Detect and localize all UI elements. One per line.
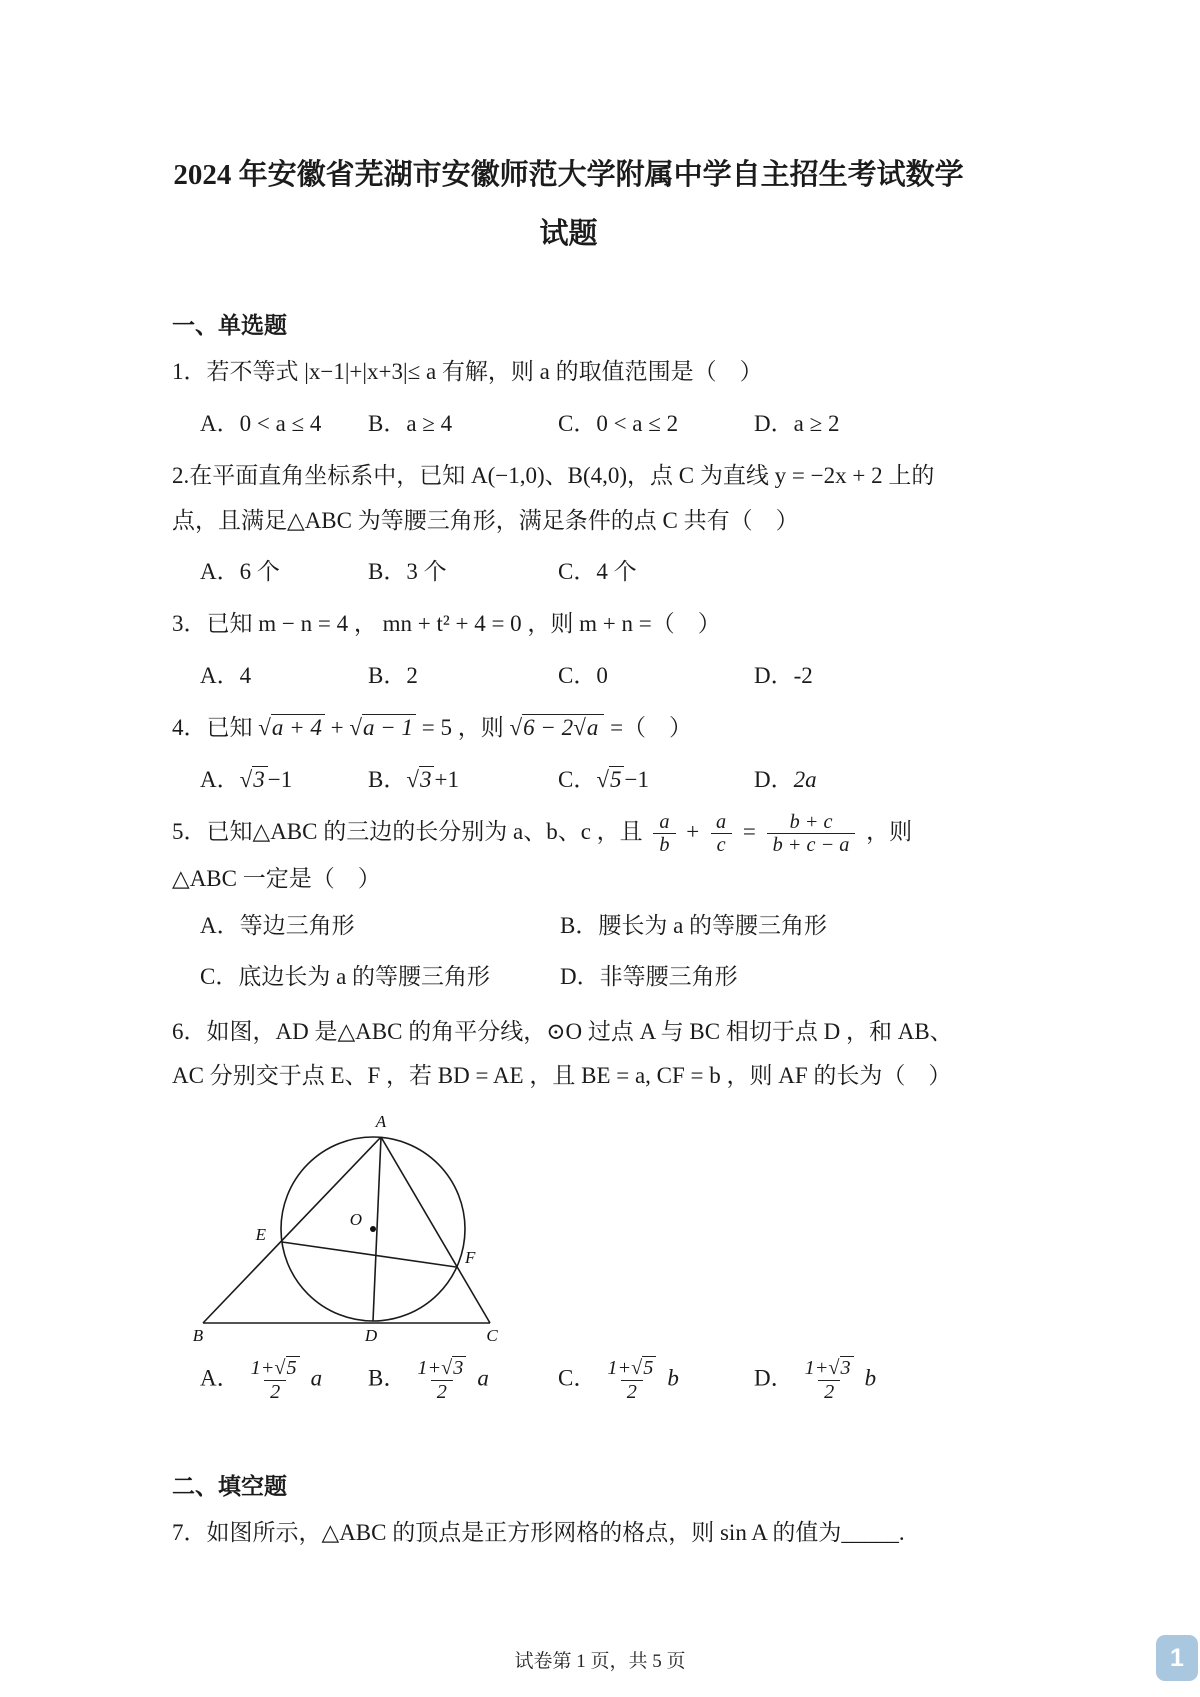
q5-stem-text-2: ，则△ABC 一定是（ ） bbox=[172, 819, 913, 891]
denominator: b + c − a bbox=[767, 833, 856, 857]
q3-option-b: B．2 bbox=[368, 663, 418, 689]
q4-stem-text-2: = 5 ，则 bbox=[421, 715, 504, 741]
question-5-options-row2 bbox=[172, 955, 965, 1000]
question-1 bbox=[172, 350, 965, 444]
radicand-prefix: 6 − 2 bbox=[523, 715, 574, 741]
radical-sign: √ bbox=[349, 715, 363, 741]
question-5 bbox=[172, 810, 965, 999]
plus-operator: + bbox=[686, 819, 700, 845]
option-rest: +1 bbox=[434, 767, 459, 793]
sqrt-expression bbox=[596, 766, 624, 792]
side-AC bbox=[381, 1137, 490, 1323]
option-label: C． bbox=[558, 1365, 597, 1391]
q6-option-b bbox=[368, 1357, 558, 1403]
numerator bbox=[245, 1357, 306, 1380]
denominator: 2 bbox=[818, 1380, 840, 1404]
q1-option-a: A．0 < a ≤ 4 bbox=[200, 410, 322, 436]
question-3 bbox=[172, 602, 965, 696]
q4-option-b bbox=[368, 761, 558, 794]
page-title-line1: 2024 年安徽省芜湖市安徽师范大学附属中学自主招生考试数学 bbox=[173, 159, 964, 191]
q4-option-c bbox=[558, 761, 754, 794]
numerator: a bbox=[716, 810, 727, 833]
radical-sign: √ bbox=[828, 1357, 840, 1380]
option-label: B． bbox=[368, 1365, 407, 1391]
radicand: 3 bbox=[419, 766, 435, 792]
option-label: D． bbox=[754, 767, 794, 793]
question-7-stem: 7．如图所示，△ABC 的顶点是正方形网格的格点，则 sin A 的值为_____. bbox=[172, 1519, 905, 1545]
footer-page-info: 试卷第 1 页，共 5 页 bbox=[514, 1651, 686, 1672]
numerator bbox=[411, 1357, 472, 1380]
q4-stem-text-3: =（ ） bbox=[610, 715, 693, 741]
radicand: 3 bbox=[452, 1356, 466, 1379]
page-title-line2: 试题 bbox=[539, 218, 598, 251]
sqrt-expression bbox=[240, 766, 268, 792]
nested-sqrt-expression bbox=[573, 714, 601, 740]
radical-sign: √ bbox=[239, 767, 253, 793]
numerator-prefix: 1+ bbox=[607, 1357, 632, 1380]
option-text: 2a bbox=[793, 767, 817, 793]
sqrt-expression bbox=[258, 714, 325, 740]
denominator: b bbox=[653, 833, 675, 857]
numerator bbox=[601, 1357, 662, 1380]
q2-option-a: A．6 个 bbox=[200, 559, 280, 585]
radical-sign: √ bbox=[274, 1357, 286, 1380]
question-2-options bbox=[172, 547, 965, 592]
radical-sign: √ bbox=[509, 715, 523, 741]
vertex-label-C: C bbox=[486, 1326, 498, 1346]
radicand: 5 bbox=[286, 1356, 300, 1379]
fraction bbox=[601, 1357, 662, 1403]
fraction bbox=[653, 811, 675, 857]
radical-sign: √ bbox=[258, 715, 271, 741]
radicand: a bbox=[586, 714, 602, 740]
question-6-options bbox=[172, 1357, 965, 1403]
q4-option-d bbox=[754, 761, 965, 794]
vertex-label-A: A bbox=[375, 1113, 387, 1132]
numerator-prefix: 1+ bbox=[417, 1357, 442, 1380]
q3-option-c: C．0 bbox=[558, 663, 608, 689]
fraction bbox=[411, 1357, 472, 1403]
question-1-options bbox=[172, 399, 965, 444]
fraction bbox=[710, 811, 732, 857]
question-4-options bbox=[172, 755, 965, 800]
question-4-stem bbox=[172, 706, 965, 751]
option-label: A． bbox=[200, 1365, 240, 1391]
center-point-O bbox=[370, 1226, 376, 1232]
q1-option-d: D．a ≥ 2 bbox=[754, 410, 840, 436]
question-6-figure bbox=[188, 1113, 965, 1353]
page-title bbox=[172, 146, 965, 265]
denominator: 2 bbox=[621, 1380, 643, 1404]
equals-operator: = bbox=[742, 819, 756, 845]
q4-option-a bbox=[200, 761, 368, 794]
option-suffix: a bbox=[310, 1365, 323, 1391]
denominator: c bbox=[711, 833, 732, 857]
option-label: D． bbox=[754, 1365, 794, 1391]
option-rest: −1 bbox=[624, 767, 649, 793]
point-label-D: D bbox=[364, 1326, 378, 1346]
radicand: 5 bbox=[642, 1356, 656, 1379]
point-label-E: E bbox=[255, 1225, 266, 1245]
q1-option-b: B．a ≥ 4 bbox=[368, 410, 453, 436]
sqrt-expression bbox=[510, 714, 605, 740]
sqrt-expression bbox=[828, 1356, 853, 1379]
q6-option-d bbox=[754, 1357, 965, 1403]
question-2-stem: 2.在平面直角坐标系中，已知 A(−1,0)、B(4,0)，点 C 为直线 y = −2x + 2 上的点，且满足△ABC 为等腰三角形，满足条件的点 C 共有（ ） bbox=[172, 462, 935, 533]
radical-sign: √ bbox=[441, 1357, 453, 1380]
fraction bbox=[767, 811, 856, 857]
question-5-stem bbox=[172, 810, 965, 902]
center-label-O: O bbox=[349, 1210, 362, 1230]
q4-stem-text-1: 4．已知 bbox=[172, 715, 253, 741]
q2-option-c: C．4 个 bbox=[558, 559, 637, 585]
option-label: A． bbox=[200, 767, 240, 793]
option-suffix: b bbox=[864, 1365, 877, 1391]
option-suffix: a bbox=[477, 1365, 489, 1391]
fraction bbox=[245, 1357, 306, 1403]
q5-stem-text-1: 5．已知△ABC 的三边的长分别为 a、b、c ，且 bbox=[172, 819, 643, 845]
question-1-stem: 1．若不等式 |x−1|+|x+3|≤ a 有解，则 a 的取值范围是（ ） bbox=[172, 358, 763, 384]
radicand: a − 1 bbox=[362, 714, 416, 740]
q5-option-b: B．腰长为 a 的等腰三角形 bbox=[560, 912, 828, 938]
option-label: B． bbox=[368, 767, 407, 793]
question-3-options bbox=[172, 651, 965, 696]
q5-option-a: A．等边三角形 bbox=[200, 912, 355, 938]
option-rest: −1 bbox=[267, 767, 293, 793]
sqrt-expression bbox=[631, 1356, 656, 1379]
section-heading-fill: 二、填空题 bbox=[172, 1472, 287, 1499]
radicand bbox=[522, 714, 604, 740]
radicand: 3 bbox=[252, 766, 268, 792]
radical-sign: √ bbox=[406, 767, 419, 793]
numerator: b + c bbox=[789, 810, 833, 833]
radicand: 3 bbox=[840, 1356, 854, 1379]
sqrt-expression bbox=[274, 1356, 299, 1379]
radical-sign: √ bbox=[596, 767, 609, 793]
side-BA bbox=[203, 1137, 381, 1323]
question-2 bbox=[172, 454, 965, 593]
point-label-F: F bbox=[465, 1248, 476, 1268]
q3-option-a: A．4 bbox=[200, 663, 252, 689]
vertex-label-B: B bbox=[192, 1326, 204, 1346]
triangle-circle-figure bbox=[188, 1113, 528, 1353]
question-6 bbox=[172, 1010, 965, 1404]
question-6-stem: 6．如图，AD 是△ABC 的角平分线，⊙O 过点 A 与 BC 相切于点 D ，和 AB、AC 分别交于点 E、F ，若 BD = AE ，且 BE = a, CF = b ，则 AF 的长为（ ） bbox=[172, 1018, 953, 1089]
chord-EF bbox=[282, 1242, 456, 1267]
question-7 bbox=[172, 1511, 965, 1556]
page-number-badge: 1 bbox=[1156, 1635, 1198, 1681]
sqrt-expression bbox=[406, 766, 434, 792]
option-label: C． bbox=[558, 767, 597, 793]
denominator: 2 bbox=[431, 1380, 453, 1404]
question-4 bbox=[172, 706, 965, 800]
radicand: a + 4 bbox=[271, 714, 325, 740]
q5-option-c: C．底边长为 a 的等腰三角形 bbox=[200, 963, 491, 989]
option-suffix: b bbox=[667, 1365, 679, 1391]
section-heading-choice: 一、单选题 bbox=[172, 311, 287, 338]
q6-option-a bbox=[200, 1357, 368, 1403]
q6-option-c bbox=[558, 1357, 754, 1403]
q2-option-b: B．3 个 bbox=[368, 559, 447, 585]
q5-option-d: D．非等腰三角形 bbox=[560, 963, 738, 989]
radicand: 5 bbox=[609, 766, 625, 792]
radical-sign: √ bbox=[573, 715, 586, 741]
numerator bbox=[799, 1357, 860, 1380]
denominator: 2 bbox=[264, 1380, 286, 1404]
fraction bbox=[799, 1357, 860, 1403]
numerator: a bbox=[659, 810, 670, 833]
plus-operator: + bbox=[330, 715, 344, 741]
sqrt-expression bbox=[349, 714, 416, 740]
sqrt-expression bbox=[441, 1356, 466, 1379]
numerator-prefix: 1+ bbox=[804, 1357, 829, 1380]
radical-sign: √ bbox=[631, 1357, 643, 1380]
numerator-prefix: 1+ bbox=[250, 1357, 275, 1380]
q1-option-c: C．0 < a ≤ 2 bbox=[558, 410, 679, 436]
question-5-options-row1 bbox=[172, 904, 965, 949]
question-3-stem: 3．已知 m − n = 4 ， mn + t² + 4 = 0 ，则 m + n =（ ） bbox=[172, 611, 721, 637]
q3-option-d: D．-2 bbox=[754, 663, 813, 689]
